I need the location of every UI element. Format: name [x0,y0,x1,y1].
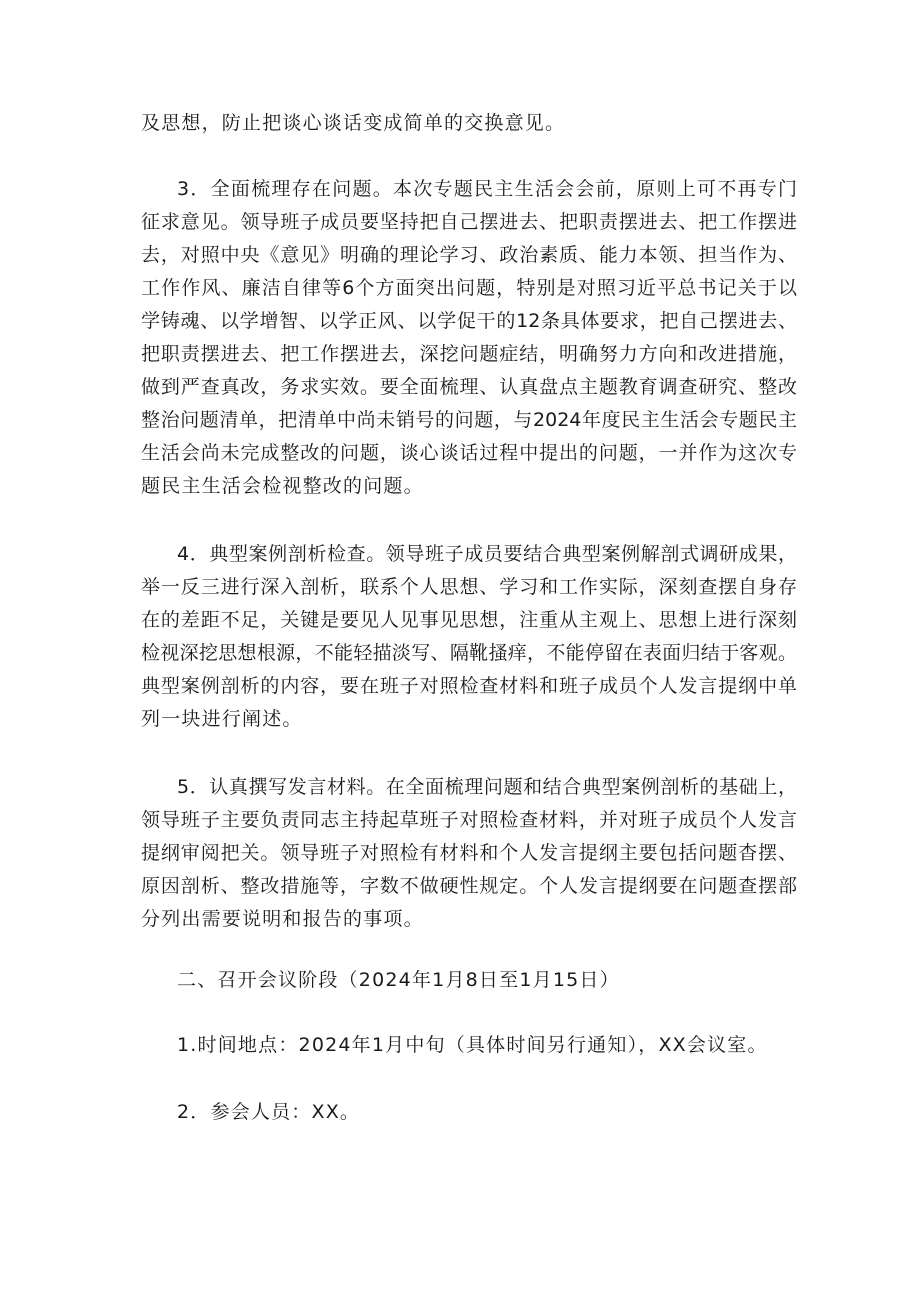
paragraph-line: 去，对照中央《意见》明确的理论学习、政治素质、能力本领、担当作为、 [141,244,797,266]
paragraph-line: 做到严查真改，务求实效。要全面梳理、认真盘点主题教育调查研究、整改 [141,376,797,398]
paragraph-line: 举一反三进行深入剖析，联系个人思想、学习和工作实际，深刻查摆自身存 [141,576,797,598]
paragraph-line: 列一块进行阐述。 [141,708,303,730]
paragraph-line: 4．典型案例剖析检查。领导班子成员要结合典型案例解剖式调研成果， [177,543,797,565]
paragraph-line: 题民主生活会检视整改的问题。 [141,475,424,497]
paragraph-line: 工作作风、廉洁自律等6个方面突出问题，特别是对照习近平总书记关于以 [141,277,797,299]
paragraph-line: 提纲审阅把关。领导班子对照检有材料和个人发言提纲主要包括问题杳摆、 [141,842,797,864]
paragraph-line: 领导班子主要负责同志主持起草班子对照检查材料，并对班子成员个人发言 [141,809,797,831]
list-item: 2．参会人员：XX。 [177,1101,361,1123]
paragraph-line: 在的差距不足，关键是要见人见事见思想，注重从主观上、思想上进行深刻 [141,609,797,631]
paragraph-line: 5．认真撰写发言材料。在全面梳理问题和结合典型案例剖析的基础上， [177,776,797,798]
paragraph-line: 典型案例剖析的内容，要在班子对照检查材料和班子成员个人发言提纲中单 [141,675,797,697]
paragraph-line: 原因剖析、整改措施等，字数不做硬性规定。个人发言提纲要在问题查摆部 [141,875,797,897]
paragraph-line: 检视深挖思想根源，不能轻描淡写、隔靴搔痒，不能停留在表面归结于客观。 [141,642,797,664]
paragraph-line: 生活会尚未完成整改的问题，谈心谈话过程中提出的问题，一并作为这次专 [141,442,797,464]
paragraph-line: 3．全面梳理存在问题。本次专题民主生活会会前，原则上可不再专门 [177,178,797,200]
paragraph-line: 分列出需要说明和报告的事项。 [141,908,424,930]
paragraph-line: 学铸魂、以学增智、以学正风、以学促干的12条具体要求，把自己摆进去、 [141,310,797,332]
paragraph-line: 把职责摆进去、把工作摆进去，深挖问题症结，明确努力方向和改进措施， [141,343,797,365]
section-heading: 二、召开会议阶段（2024年1月8日至1月15日） [177,969,620,991]
paragraph-line: 及思想，防止把谈心谈话变成简单的交换意见。 [141,112,566,134]
paragraph-line: 征求意见。领导班子成员要坚持把自己摆进去、把职责摆进去、把工作摆进 [141,211,797,233]
paragraph-line: 整治问题清单，把清单中尚未销号的问题，与2024年度民主生活会专题民主 [141,409,797,431]
list-item: 1.时间地点：2024年1月中旬（具体时间另行通知），XX会议室。 [177,1034,768,1056]
